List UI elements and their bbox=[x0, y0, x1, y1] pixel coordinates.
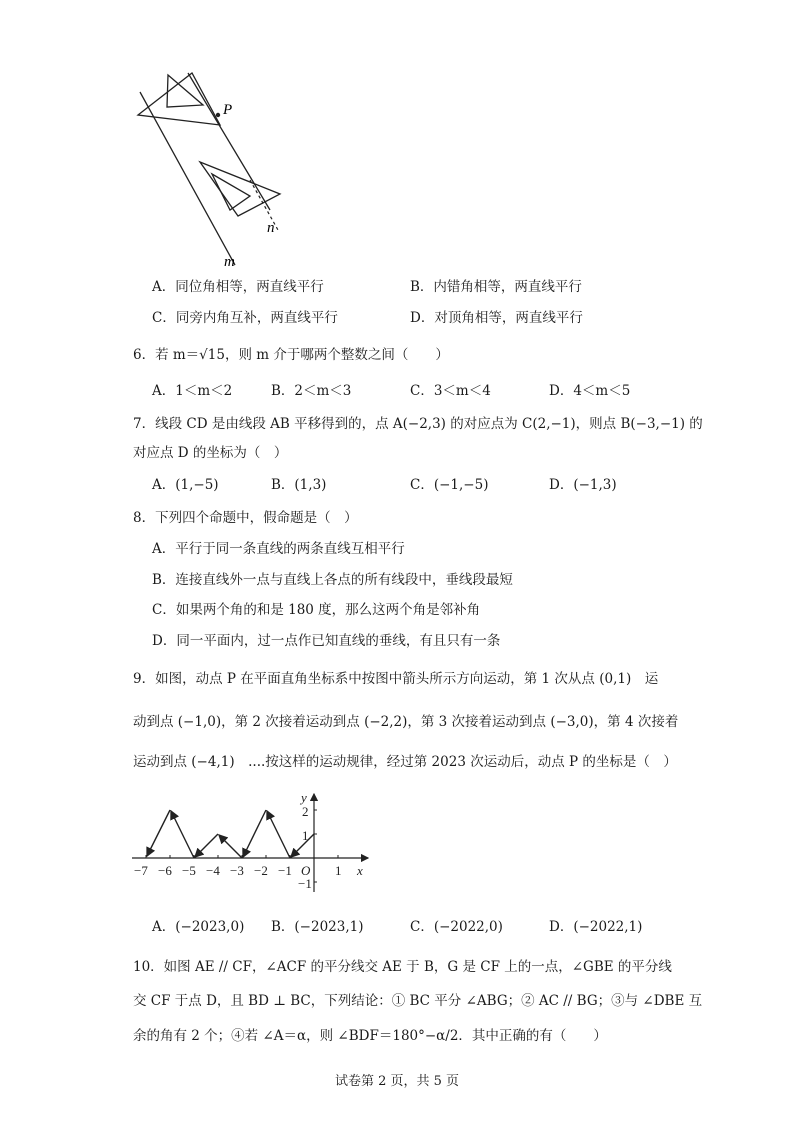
q8-option-c: C．如果两个角的和是 180 度，那么这两个角是邻补角 bbox=[152, 602, 481, 618]
q9-option-d: D．(−2022,1) bbox=[549, 919, 643, 935]
y-tick--1: −1 bbox=[298, 876, 312, 891]
y-tick-2: 2 bbox=[302, 804, 309, 819]
x-tick--2: −2 bbox=[254, 863, 268, 878]
q6-option-d: D．4＜m＜5 bbox=[549, 383, 631, 399]
q7-option-a: A．(1,−5) bbox=[152, 477, 219, 493]
x-tick--3: −3 bbox=[230, 863, 244, 878]
label-P: P bbox=[223, 102, 233, 118]
origin-label: O bbox=[301, 863, 311, 878]
x-axis-label: x bbox=[357, 863, 363, 878]
fig5-setsquare-figure bbox=[130, 70, 300, 270]
q5-option-a: A．同位角相等，两直线平行 bbox=[152, 279, 324, 295]
q9-line3: 运动到点 (−4,1) ....按这样的运动规律，经过第 2023 次运动后，动点 P 的坐标是（ ） bbox=[133, 754, 677, 770]
q10-line3: 余的角有 2 个；④若 ∠A＝α，则 ∠BDF＝180°−α/2．其中正确的有（ ） bbox=[133, 1028, 607, 1044]
q9-option-b: B．(−2023,1) bbox=[271, 919, 364, 935]
q7-line1: 7．线段 CD 是由线段 AB 平移得到的，点 A(−2,3) 的对应点为 C(2,−1)，则点 B(−3,−1) 的 bbox=[133, 416, 703, 432]
q6-option-c: C．3＜m＜4 bbox=[410, 383, 491, 399]
q7-option-b: B．(1,3) bbox=[271, 477, 327, 493]
q10-line2: 交 CF 于点 D，且 BD ⊥ BC，下列结论：① BC 平分 ∠ABG；② AC // BG；③与 ∠DBE 互 bbox=[133, 993, 703, 1009]
q8-option-b: B．连接直线外一点与直线上各点的所有线段中，垂线段最短 bbox=[152, 572, 513, 588]
x-tick--6: −6 bbox=[158, 863, 172, 878]
y-axis-label: y bbox=[301, 790, 307, 805]
label-m: m bbox=[224, 254, 235, 270]
q9-line2: 动到点 (−1,0)，第 2 次接着运动到点 (−2,2)，第 3 次接着运动到点 (−3,0)，第 4 次接着 bbox=[133, 714, 679, 730]
q8-stem: 8．下列四个命题中，假命题是（ ） bbox=[133, 510, 358, 526]
q10-line1: 10．如图 AE // CF，∠ACF 的平分线交 AE 于 B，G 是 CF 上的一点，∠GBE 的平分线 bbox=[133, 959, 672, 975]
q6-option-b: B．2＜m＜3 bbox=[271, 383, 352, 399]
y-tick-1: 1 bbox=[302, 828, 309, 843]
q6-stem: 6．若 m＝√15，则 m 介于哪两个整数之间（ ） bbox=[133, 347, 449, 363]
q8-option-d: D．同一平面内，过一点作已知直线的垂线，有且只有一条 bbox=[152, 633, 501, 649]
q8-option-a: A．平行于同一条直线的两条直线互相平行 bbox=[152, 541, 405, 557]
q7-option-c: C．(−1,−5) bbox=[410, 477, 489, 493]
q5-option-b: B．内错角相等，两直线平行 bbox=[410, 279, 582, 295]
q5-option-d: D．对顶角相等，两直线平行 bbox=[410, 310, 583, 326]
x-tick--7: −7 bbox=[134, 863, 148, 878]
q6-option-a: A．1＜m＜2 bbox=[152, 383, 233, 399]
x-tick--1: −1 bbox=[278, 863, 292, 878]
q9-path-graph bbox=[128, 786, 378, 896]
x-tick-1: 1 bbox=[335, 863, 342, 878]
q7-option-d: D．(−1,3) bbox=[549, 477, 617, 493]
q5-option-c: C．同旁内角互补，两直线平行 bbox=[152, 310, 338, 326]
x-tick--4: −4 bbox=[206, 863, 220, 878]
q9-option-a: A．(−2023,0) bbox=[152, 919, 245, 935]
x-tick--5: −5 bbox=[182, 863, 196, 878]
page-footer: 试卷第 2 页，共 5 页 bbox=[334, 1074, 460, 1089]
q7-line2: 对应点 D 的坐标为（ ） bbox=[133, 445, 288, 461]
q9-option-c: C．(−2022,0) bbox=[410, 919, 503, 935]
label-n: n bbox=[267, 220, 275, 236]
q9-line1: 9．如图，动点 P 在平面直角坐标系中按图中箭头所示方向运动，第 1 次从点 (0,1) 运 bbox=[133, 671, 659, 687]
